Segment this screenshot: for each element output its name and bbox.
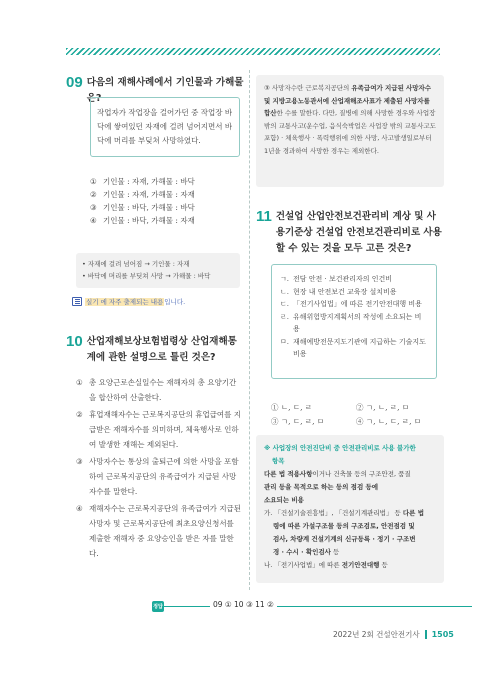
memo-icon	[72, 297, 82, 306]
explanation-line: • 바닥에 머리를 부딪쳐 사망 → 가해물 : 바닥	[82, 272, 211, 280]
list-item: ㅁ. 재해예방전문지도기관에 지급하는 기술지도 비용	[280, 337, 426, 358]
scenario-box: 작업자가 작업장을 걸어가던 중 작업장 바닥에 쌓여있던 자재에 걸려 넘어지면서 바닥에 머리를 부딪쳐 사망하였다.	[90, 97, 240, 157]
page-footer	[333, 629, 454, 640]
explanation-box	[76, 253, 240, 288]
list-item: ㄹ. 유해위험방지계획서의 작성에 소요되는 비용	[280, 312, 422, 333]
item-list-box	[271, 264, 437, 379]
choice-item[interactable]: ④ 재해자수는 근로복지공단의 유족급여가 지급된 사망자 및 근로복지공단에 최초요양신청서를 제출한 재해자 중 요양승인을 받은 자를 말한다.	[76, 504, 242, 558]
choice-item[interactable]: ④ ㄱ, ㄴ, ㄷ, ㄹ, ㅁ	[356, 417, 422, 426]
explanation-box: ③ 사망자수란 근로복지공단의 유족급여가 지급된 사망자수 및 지방고용노동관서에 산업재해조사표가 제출된 사망자를 합산한 수를 말한다. 다만, 질병에 의해 사망한 경우와 사업장 밖의 교통사고(운수업, 음식숙박업은 사업장 밖의 교통사고도 포함) · 체육행사 · 폭력행위에 의한 사망, 사고발생일로부터 1년을 경과하여 사망한 경우는 제외한다.	[256, 75, 444, 187]
list-item: ㄷ. 「전기사업법」에 따른 전기안전대행 비용	[280, 300, 422, 308]
answer-badge: 정답	[152, 601, 164, 612]
choice-list	[90, 175, 195, 227]
choice-item[interactable]: ③ ㄱ, ㄷ, ㄹ, ㅁ	[271, 417, 325, 426]
question-number: 09	[66, 74, 83, 91]
choice-item[interactable]: ③ 사망자수는 통상의 출퇴근에 의한 사망을 포함하여 근로복지공단의 유족급여가 지급된 사망자수를 말한다.	[76, 457, 239, 496]
choice-list	[271, 401, 441, 429]
tip-highlight: 실기	[86, 298, 99, 306]
column-divider	[249, 70, 250, 590]
exam-label: 2022년 2회 건설안전기사	[333, 630, 420, 639]
question-text: 다음의 재해사례에서 기인물과 가해물은?	[86, 77, 244, 104]
choice-list	[76, 375, 242, 561]
question-number: 11	[256, 208, 272, 225]
answer-divider-line	[152, 606, 472, 607]
choice-item[interactable]: ② 기인물 : 자재, 가해물 : 자재	[90, 190, 195, 199]
question-text: 건설업 산업안전보건관리비 계상 및 사용기준상 건설업 안전보건관리비로 사용할 수 있는 것을 모두 고른 것은?	[275, 211, 442, 254]
choice-item[interactable]: ④ 기인물 : 바닥, 가해물 : 자재	[90, 216, 195, 225]
list-item: ㄱ. 전담 안전 · 보건관리자의 인건비	[280, 275, 393, 283]
question-text: 산업재해보상보험법령상 산업재해통계에 관한 설명으로 틀린 것은?	[86, 336, 237, 363]
choice-item[interactable]: ③ 기인물 : 바닥, 가해물 : 바닥	[90, 203, 195, 212]
choice-item[interactable]: ① 기인물 : 자재, 가해물 : 바닥	[90, 177, 195, 186]
list-item: ㄴ. 현장 내 안전보건 교육장 설치비용	[280, 287, 397, 296]
page-number: 1505	[431, 630, 454, 639]
top-decorative-stripe	[66, 48, 440, 55]
question-11	[256, 208, 444, 257]
exam-tip: 실기 에 자주 출제되는 내용입니다.	[72, 297, 185, 306]
question-number: 10	[66, 333, 83, 350]
supplementary-info-box: ※ 사업장의 안전진단비 중 안전관리비로 사용 불가한 항목 다른 법 적용사항이거나 건축물 등의 구조안전, 품질 관리 등을 목적으로 하는 등의 점검 등에 소요되는 비용 가. 「건설기술진흥법」, 「건설기계관리법」 등 다른 법 령에 따른 가설구조물 등의 구조검토, 안전점검 및 검사, 차량계 건설기계의 신규등록 · 정기 · 구조변 경 · 수시 · 확인검사 등 나. 「전기사업법」에 따른 전기안전대행 등	[256, 435, 444, 583]
choice-item[interactable]: ① ㄴ, ㄷ, ㄹ	[271, 403, 313, 412]
explanation-line: • 자재에 걸려 넘어짐 → 기인물 : 자재	[82, 260, 190, 268]
answer-bar	[152, 601, 312, 612]
footer-separator	[425, 630, 427, 639]
choice-item[interactable]: ① 총 요양근로손실일수는 재해자의 총 요양기간을 합산하여 산출한다.	[76, 378, 237, 402]
question-10	[66, 333, 244, 366]
choice-item[interactable]: ② ㄱ, ㄴ, ㄹ, ㅁ	[356, 403, 410, 412]
answer-key: 09 ① 10 ③ 11 ②	[210, 600, 277, 609]
choice-item[interactable]: ② 휴업재해자수는 근로복지공단의 휴업급여를 지급받은 재해자수를 의미하며, 체육행사로 인하여 발생한 재해는 제외된다.	[76, 410, 242, 449]
